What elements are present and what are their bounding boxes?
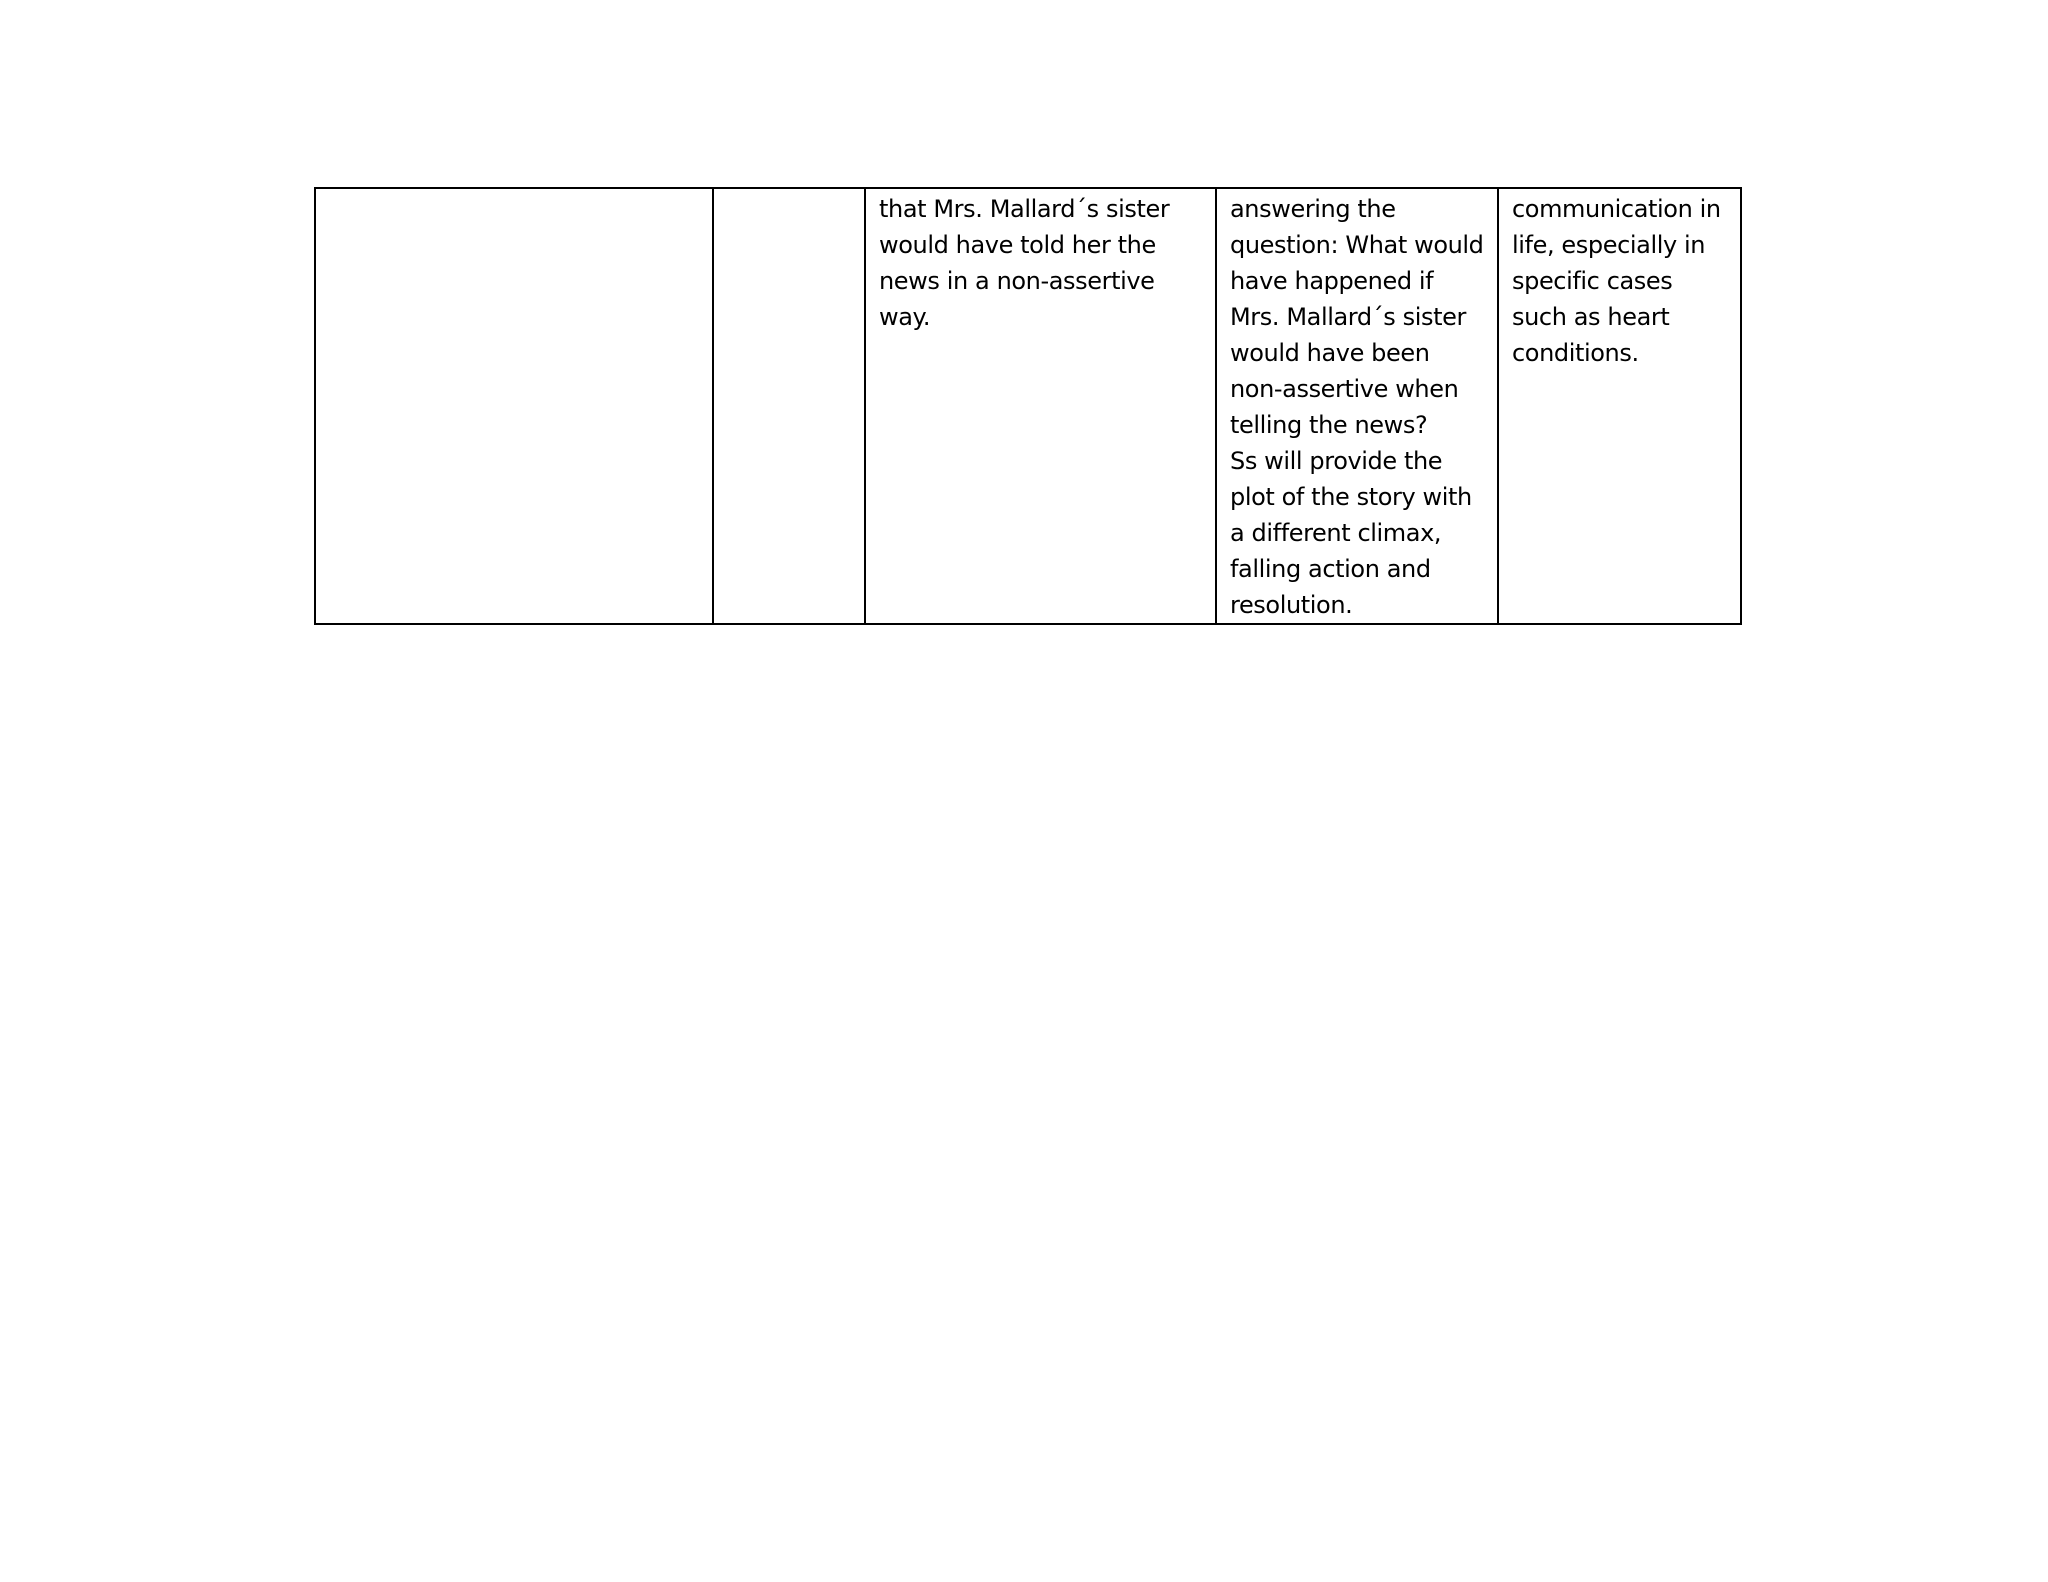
cell-text: that Mrs. Mallard´s sister would have told her the news in a non-assertive way. bbox=[879, 195, 1170, 331]
cell-text: communication in life, especially in specific cases such as heart conditions. bbox=[1512, 195, 1721, 367]
lesson-plan-table bbox=[314, 187, 1742, 625]
table-cell-empty-2 bbox=[713, 188, 865, 624]
table-cell-activity bbox=[1216, 188, 1498, 624]
table-cell-empty-1 bbox=[315, 188, 713, 624]
cell-text: answering the question: What would have happened if Mrs. Mallard´s sister would have been non-assertive when telling the news? Ss will provide the plot of the story with a different climax, falling action and resolution. bbox=[1230, 195, 1484, 619]
table-row bbox=[315, 188, 1741, 624]
table-cell-value bbox=[1498, 188, 1741, 624]
table-cell-expected-outcome bbox=[865, 188, 1216, 624]
